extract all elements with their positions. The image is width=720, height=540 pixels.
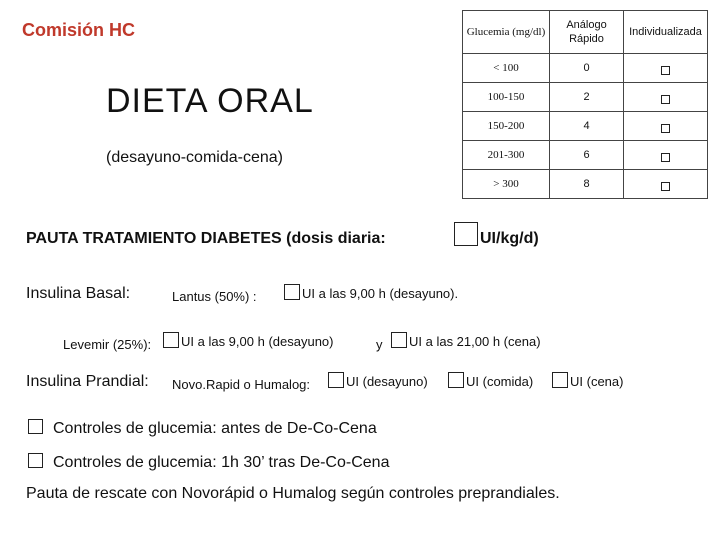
levemir-morning-input[interactable] <box>163 332 179 348</box>
lantus-dose-text: UI a las 9,00 h (desayuno). <box>302 286 459 301</box>
plan-dose-field <box>454 222 539 248</box>
levemir-morning-text: UI a las 9,00 h (desayuno) <box>181 334 334 349</box>
glucose-check-before-meals <box>28 419 377 438</box>
individual-dose-cell <box>624 170 708 199</box>
lantus-dose-field <box>284 284 458 301</box>
check-after-meals-text: Controles de glucemia: 1h 30’ tras De-Co-Cena <box>53 454 390 471</box>
plan-title: PAUTA TRATAMIENTO DIABETES (dosis diaria: <box>26 230 386 247</box>
prandial-dinner-input[interactable] <box>552 372 568 388</box>
glucose-range: 100-150 <box>463 83 550 112</box>
individual-dose-checkbox[interactable] <box>661 95 670 104</box>
glucose-dose-table <box>462 10 708 199</box>
table-row <box>463 54 708 83</box>
individual-dose-checkbox[interactable] <box>661 66 670 75</box>
glucose-range: > 300 <box>463 170 550 199</box>
basal-label: Insulina Basal: <box>26 285 131 302</box>
prandial-lunch-input[interactable] <box>448 372 464 388</box>
glucose-range: 150-200 <box>463 112 550 141</box>
individual-dose-checkbox[interactable] <box>661 153 670 162</box>
header-analogo <box>550 11 624 54</box>
rapid-dose: 6 <box>550 141 624 170</box>
prandial-drug-label: Novo.Rapid o Humalog: <box>172 377 311 392</box>
individual-dose-cell <box>624 83 708 112</box>
table-row <box>463 141 708 170</box>
individual-dose-cell <box>624 141 708 170</box>
individual-dose-checkbox[interactable] <box>661 124 670 133</box>
rapid-dose: 4 <box>550 112 624 141</box>
rapid-dose: 2 <box>550 83 624 112</box>
table-row <box>463 170 708 199</box>
individual-dose-cell <box>624 112 708 141</box>
levemir-evening-input[interactable] <box>391 332 407 348</box>
table-row <box>463 83 708 112</box>
lantus-label: Lantus (50%) : <box>172 289 257 304</box>
check-before-meals-checkbox[interactable] <box>28 419 43 434</box>
individual-dose-checkbox[interactable] <box>661 182 670 191</box>
header-glucemia <box>463 11 550 54</box>
check-after-meals-checkbox[interactable] <box>28 453 43 468</box>
prandial-lunch-text: UI (comida) <box>466 374 534 389</box>
plan-unit-label: UI/kg/d) <box>480 230 539 247</box>
table-header-row <box>463 11 708 54</box>
rescue-plan-text: Pauta de rescate con Novorápid o Humalog según controles preprandiales. <box>26 485 560 502</box>
check-before-meals-text: Controles de glucemia: antes de De-Co-Cena <box>53 420 377 437</box>
diet-meals: (desayuno-comida-cena) <box>106 149 283 166</box>
header-analogo-text: Análogo Rápido <box>566 19 607 45</box>
header-individualizada <box>624 11 708 54</box>
header-glucemia-text: Glucemia (mg/dl) <box>466 26 546 38</box>
prandial-label: Insulina Prandial: <box>26 373 149 390</box>
rapid-dose: 8 <box>550 170 624 199</box>
glucose-range: 201-300 <box>463 141 550 170</box>
prandial-breakfast-text: UI (desayuno) <box>346 374 428 389</box>
individual-dose-cell <box>624 54 708 83</box>
glucose-range: < 100 <box>463 54 550 83</box>
levemir-label: Levemir (25%): <box>63 337 152 352</box>
prandial-breakfast-input[interactable] <box>328 372 344 388</box>
header-individualizada-text: Individualizada <box>629 26 702 38</box>
prandial-lunch-field <box>448 372 533 389</box>
levemir-evening-field <box>391 332 541 349</box>
prandial-breakfast-field <box>328 372 428 389</box>
commission-title: Comisión HC <box>22 20 136 40</box>
table-row <box>463 112 708 141</box>
prandial-dinner-field <box>552 372 623 389</box>
levemir-evening-text: UI a las 21,00 h (cena) <box>409 334 541 349</box>
levemir-and: y <box>376 337 383 352</box>
lantus-dose-input[interactable] <box>284 284 300 300</box>
rapid-dose: 0 <box>550 54 624 83</box>
levemir-morning-field <box>163 332 333 349</box>
prandial-dinner-text: UI (cena) <box>570 374 624 389</box>
glucose-check-after-meals <box>28 453 389 472</box>
diet-title: DIETA ORAL <box>106 82 314 120</box>
daily-dose-input[interactable] <box>454 222 478 246</box>
